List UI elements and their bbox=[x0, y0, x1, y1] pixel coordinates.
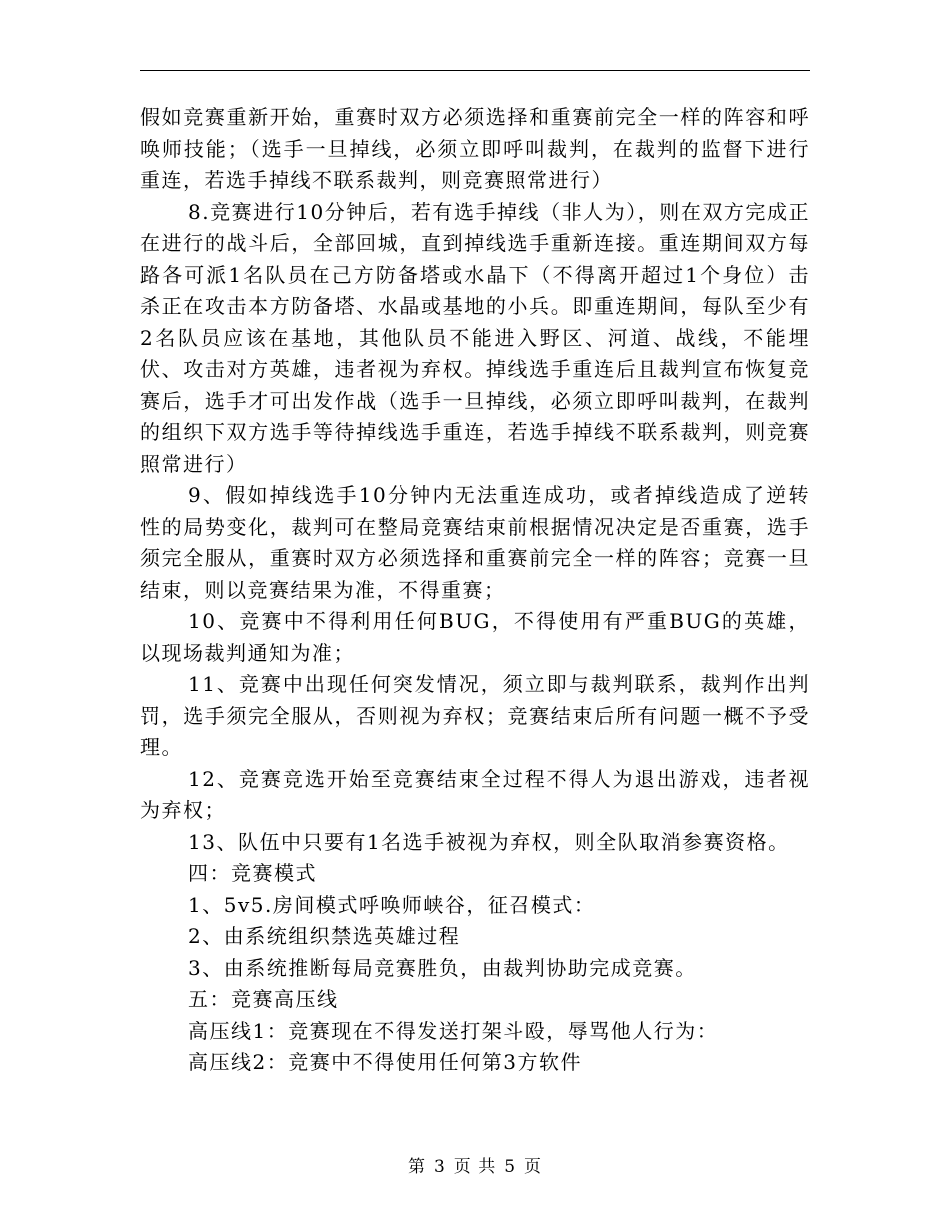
paragraph-2: 8.竞赛进行10分钟后，若有选手掉线（非人为），则在双方完成正在进行的战斗后，全部回城，直到掉线选手重新连接。重连期间双方每路各可派1名队员在己方防备塔或水晶下（不得离开超过1个身位）击杀正在攻击本方防备塔、水晶或基地的小兵。即重连期间，每队至少有2名队员应该在基地，其他队员不能进入野区、河道、战线，不能埋伏、攻击对方英雄，违者视为弃权。掉线选手重连后且裁判宣布恢复竞赛后，选手才可出发作战（选手一旦掉线，必须立即呼叫裁判，在裁判的组织下双方选手等待掉线选手重连，若选手掉线不联系裁判，则竞赛照常进行） bbox=[140, 199, 810, 476]
section-heading-4: 四：竞赛模式 bbox=[188, 861, 317, 885]
list-item-1: 1、5v5.房间模式呼唤师峡谷，征召模式： bbox=[188, 892, 596, 917]
footer-current-page: 3 bbox=[433, 1157, 446, 1177]
paragraph-3: 9、假如掉线选手10分钟内无法重连成功，或者掉线造成了逆转性的局势变化，裁判可在整局竞赛结束前根据情况决定是否重赛，选手须完全服从，重赛时双方必须选择和重赛前完全一样的阵容；竞赛一旦结束，则以竞赛结果为准，不得重赛； bbox=[140, 483, 810, 602]
paragraph-4: 10、竞赛中不得利用任何BUG，不得使用有严重BUG的英雄，以现场裁判通知为准； bbox=[140, 609, 810, 665]
header-rule bbox=[140, 70, 810, 71]
paragraph-1: 假如竞赛重新开始，重赛时双方必须选择和重赛前完全一样的阵容和呼唤师技能；（选手一旦掉线，必须立即呼叫裁判，在裁判的监督下进行重连，若选手掉线不联系裁判，则竞赛照常进行） bbox=[140, 105, 810, 192]
footer-total-pages: 5 bbox=[504, 1157, 517, 1177]
paragraph-5: 11、竞赛中出现任何突发情况，须立即与裁判联系，裁判作出判罚，选手须完全服从，否则视为弃权；竞赛结束后所有问题一概不予受理。 bbox=[140, 672, 810, 759]
document-body bbox=[140, 102, 810, 1079]
paragraph-6: 12、竞赛竞选开始至竞赛结束全过程不得人为退出游戏，违者视为弃权； bbox=[140, 766, 810, 822]
rule-item-1: 高压线1：竞赛现在不得发送打架斗殴，辱骂他人行为： bbox=[188, 1018, 719, 1043]
section-heading-5: 五：竞赛高压线 bbox=[188, 987, 339, 1011]
list-item-3: 3、由系统推断每局竞赛胜负，由裁判协助完成竞赛。 bbox=[188, 955, 697, 980]
footer-prefix: 第 bbox=[407, 1157, 426, 1177]
footer-suffix: 页 bbox=[524, 1157, 543, 1177]
list-item-2: 2、由系统组织禁选英雄过程 bbox=[188, 924, 461, 948]
page-number-footer bbox=[0, 1152, 950, 1177]
paragraph-7: 13、队伍中只要有1名选手被视为弃权，则全队取消参赛资格。 bbox=[188, 829, 790, 854]
footer-middle: 页 共 bbox=[453, 1157, 497, 1177]
rule-item-2: 高压线2：竞赛中不得使用任何第3方软件 bbox=[188, 1050, 582, 1074]
